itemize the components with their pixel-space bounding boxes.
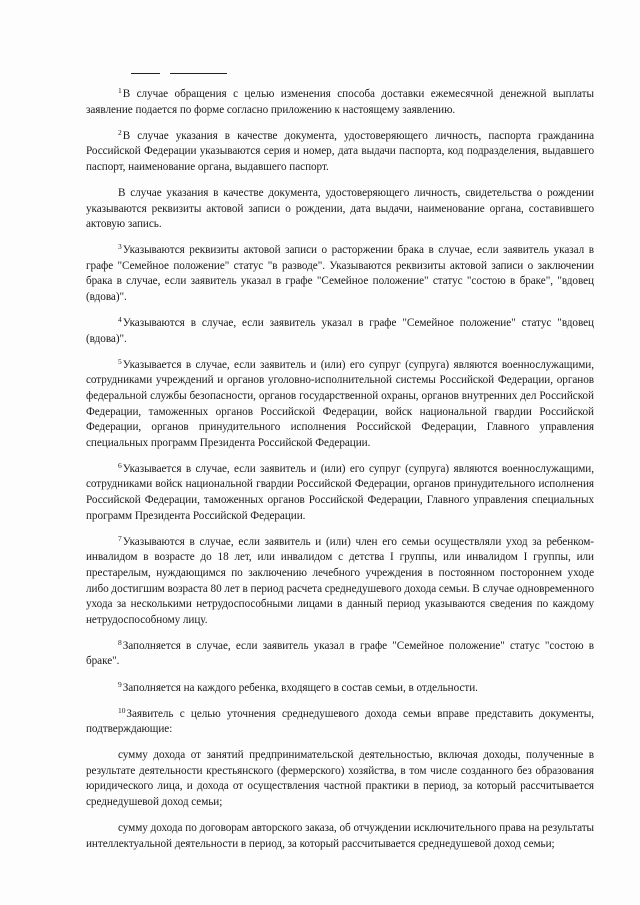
footnote-mark: 8 xyxy=(118,637,122,647)
footnote-8 xyxy=(86,639,594,670)
footnote-mark: 9 xyxy=(118,679,122,689)
footnote-text: Заполняется в случае, если заявитель указал в графе "Семейное положение" статус "состою в браке". xyxy=(86,639,594,668)
separator-gap xyxy=(160,71,170,75)
footnote-text: Заявитель с целью уточнения среднедушевого дохода семьи вправе представить документы, подтверждающие: xyxy=(86,707,594,736)
footnote-text: Указываются в случае, если заявитель и (или) член его семьи осуществляли уход за ребенком-инвалидом в возрасте до 18 лет, или инвалидом с детства I группы, или инвалидом I группы, или престарелым, нуждающимся по заключению лечебного учреждения в постоянном постороннем уходе либо достигшим возраста 80 лет в период расчета среднедушевого дохода семьи. В случае одновременного ухода за несколькими нетрудоспособными лицами в данный период указываются сведения по каждому нетрудоспособному лицу. xyxy=(86,535,594,626)
footnote-text: сумму дохода по договорам авторского заказа, об отчуждении исключительного права на результаты интеллектуальной деятельности в период, за который рассчитывается среднедушевой доход семьи; xyxy=(86,822,594,850)
footnote-text: В случае указания в качестве документа, удостоверяющего личность, свидетельства о рождении указываются реквизиты актовой записи о рождении, дата выдачи, наименование органа, составившего актовую запись. xyxy=(86,186,594,231)
footnote-text: Заполняется на каждого ребенка, входящего в состав семьи, в отдельности. xyxy=(122,681,478,694)
footnote-text: Указываются в случае, если заявитель указал в графе "Семейное положение" статус "вдовец (вдова)". xyxy=(86,317,594,345)
footnotes-block xyxy=(86,87,594,863)
footnote-mark: 7 xyxy=(118,533,122,543)
footnote-10 xyxy=(86,707,594,738)
footnote-mark: 3 xyxy=(118,242,122,252)
footnote-1 xyxy=(86,87,594,118)
footnote-2-continuation xyxy=(86,186,594,233)
footnote-mark: 2 xyxy=(118,127,122,137)
footnote-text: Указывается в случае, если заявитель и (или) его супруг (супруга) являются военнослужащими, сотрудниками учреждений и органов уголовно-исполнительной системы Российской Федерации, органов федеральной службы безопасности, органов государственной охраны, органов внутренних дел Российской Федерации, таможенных органов Российской Федерации, войск национальной гвардии Российской Федерации, органов принудительного исполнения Российской Федерации, Главного управления специальных программ Президента Российской Федерации. xyxy=(86,358,594,449)
footnote-text: сумму дохода от занятий предпринимательской деятельностью, включая доходы, полученные в результате деятельности крестьянского (фермерского) хозяйства, в том числе созданного без образования юридического лица, и дохода от осуществления частной практики в период, за который рассчитывается среднедушевой доход семьи; xyxy=(86,749,594,809)
footnote-text: В случае обращения с целью изменения способа доставки ежемесячной денежной выплаты заявление подается по форме согласно приложению к настоящему заявлению. xyxy=(86,88,594,116)
footnote-2 xyxy=(86,129,594,176)
footnote-10-item-business-income xyxy=(86,748,594,810)
footnote-10-item-author-contracts xyxy=(86,821,594,852)
footnote-9 xyxy=(86,681,594,697)
footnote-mark: 6 xyxy=(118,460,122,470)
footnote-separator-line xyxy=(131,73,227,74)
footnote-5 xyxy=(86,358,594,452)
footnote-text: Указывается в случае, если заявитель и (или) его супруг (супруга) являются военнослужащими, сотрудниками войск национальной гвардии Российской Федерации, органов принудительного исполнения Российской Федерации, таможенных органов Российской Федерации, Главного управления специальных программ Президента Российской Федерации. xyxy=(86,462,594,522)
footnote-6 xyxy=(86,462,594,524)
footnote-mark: 10 xyxy=(118,705,126,715)
footnote-text: В случае указания в качестве документа, удостоверяющего личность, паспорта гражданина Российской Федерации указываются серия и номер, дата выдачи паспорта, код подразделения, выдавшего паспорт, наименование органа, выдавшего паспорт. xyxy=(86,129,594,173)
footnote-mark: 1 xyxy=(118,86,122,95)
footnote-mark: 4 xyxy=(118,315,122,325)
footnote-3 xyxy=(86,243,594,305)
footnote-7 xyxy=(86,535,594,629)
footnote-mark: 5 xyxy=(118,356,122,366)
footnote-4 xyxy=(86,316,594,347)
footnote-text: Указываются реквизиты актовой записи о расторжении брака в случае, если заявитель указал в графе "Семейное положение" статус "в разводе". Указываются реквизиты актовой записи о заключении брака в случае, если заявитель указал в графе "Семейное положение" статус "состою в браке", "вдовец (вдова)". xyxy=(86,244,594,304)
